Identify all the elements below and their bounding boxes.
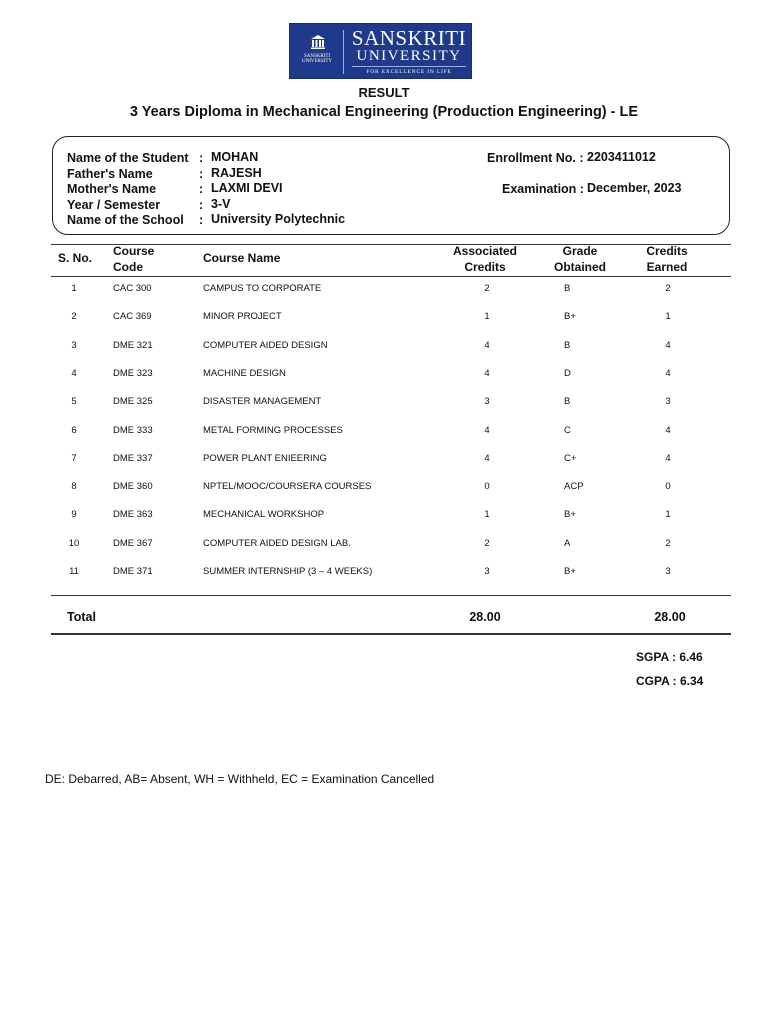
row-course-code: DME 360 (113, 481, 153, 493)
father-name-value: RAJESH (211, 165, 262, 180)
school-name-value: University Polytechnic (211, 212, 346, 226)
row-sno: 2 (71, 311, 77, 323)
row-sno: 1 (71, 283, 77, 294)
row-course-name: MECHANICAL WORKSHOP (203, 509, 325, 521)
row-credits-earned: 3 (665, 396, 671, 408)
mother-name-value: LAXMI DEVI (211, 181, 283, 195)
row-associated-credits: 2 (484, 283, 490, 294)
row-course-code: CAC 369 (113, 311, 152, 323)
row-credits-earned: 4 (665, 452, 671, 464)
row-course-name: METAL FORMING PROCESSES (203, 424, 343, 436)
enrollment-label: Enrollment No. : (487, 151, 584, 165)
row-course-name: MINOR PROJECT (203, 311, 282, 323)
row-grade: B+ (564, 311, 576, 323)
year-semester-label: Year / Semester (67, 197, 161, 212)
student-name-value: MOHAN (211, 150, 259, 164)
header-associated-line2: Credits (464, 259, 506, 274)
row-grade: C (564, 424, 571, 436)
row-sno: 4 (71, 367, 77, 379)
row-course-name: COMPUTER AIDED DESIGN (203, 339, 328, 351)
row-grade: C+ (564, 452, 577, 464)
header-grade-line1: Grade (562, 244, 598, 258)
row-associated-credits: 1 (484, 509, 490, 521)
row-credits-earned: 3 (665, 566, 671, 577)
row-grade: D (564, 367, 571, 379)
row-course-name: CAMPUS TO CORPORATE (203, 283, 322, 294)
result-heading: RESULT (358, 85, 410, 100)
total-top-rule (51, 595, 731, 596)
row-grade: A (564, 537, 571, 549)
row-associated-credits: 3 (484, 566, 490, 577)
row-sno: 5 (71, 396, 77, 408)
row-grade: B+ (564, 509, 576, 521)
row-grade: B (564, 283, 571, 294)
emblem-text: SANSKRITI UNIVERSITY (302, 54, 332, 64)
row-grade: B (564, 339, 571, 351)
father-name-label: Father's Name (67, 166, 153, 181)
row-course-name: DISASTER MANAGEMENT (203, 396, 322, 408)
row-course-code: DME 337 (113, 452, 153, 464)
separator: : (199, 151, 204, 165)
year-semester-value: 3-V (211, 196, 231, 211)
row-course-code: DME 325 (113, 396, 153, 408)
university-logo (289, 23, 472, 79)
row-credits-earned: 4 (665, 339, 671, 351)
university-emblem (294, 30, 344, 74)
header-grade-line2: Obtained (553, 259, 606, 274)
separator: : (199, 182, 204, 196)
row-associated-credits: 4 (484, 452, 490, 464)
header-course-code-line1: Course (113, 244, 155, 258)
row-credits-earned: 1 (665, 311, 671, 323)
logo-name-line2: UNIVERSITY (356, 48, 462, 64)
row-associated-credits: 4 (484, 339, 490, 351)
student-name-label: Name of the Student (67, 151, 189, 165)
row-associated-credits: 3 (484, 396, 490, 408)
cgpa: CGPA : 6.34 (636, 674, 704, 688)
row-sno: 6 (71, 424, 77, 436)
row-course-name: POWER PLANT ENIEERING (203, 452, 327, 464)
header-earned-line1: Credits (646, 244, 688, 258)
row-grade: B (564, 396, 571, 408)
table-header-rule (51, 276, 731, 277)
row-course-code: DME 371 (113, 566, 153, 577)
row-associated-credits: 0 (484, 481, 490, 493)
row-sno: 8 (71, 481, 77, 493)
sgpa: SGPA : 6.46 (636, 650, 703, 664)
row-associated-credits: 1 (484, 311, 490, 323)
program-title: 3 Years Diploma in Mechanical Engineering (Production Engineering) - LE (129, 104, 639, 120)
header-course-name: Course Name (203, 251, 281, 265)
enrollment-value: 2203411012 (587, 150, 656, 164)
row-course-code: DME 333 (113, 424, 153, 436)
row-credits-earned: 2 (665, 283, 671, 294)
header-course-code-line2: Code (113, 259, 143, 274)
separator: : (199, 197, 204, 212)
row-associated-credits: 4 (484, 424, 490, 436)
row-grade: ACP (564, 481, 584, 493)
row-sno: 10 (68, 537, 80, 549)
examination-label: Examination : (502, 182, 584, 196)
school-name-label: Name of the School (67, 213, 184, 227)
building-icon (310, 34, 326, 50)
header-earned-line2: Earned (646, 259, 688, 274)
row-associated-credits: 2 (484, 537, 490, 549)
logo-name-line1: SANSKRITI (351, 26, 467, 50)
row-course-code: DME 367 (113, 537, 153, 549)
row-course-code: CAC 300 (113, 283, 152, 294)
total-label: Total (67, 610, 96, 624)
header-sno: S. No. (58, 251, 93, 265)
mother-name-label: Mother's Name (67, 182, 157, 196)
examination-value: December, 2023 (587, 181, 682, 195)
logo-motto: FOR EXCELLENCE IN LIFE (366, 69, 452, 75)
row-course-name: MACHINE DESIGN (203, 367, 286, 379)
row-credits-earned: 2 (665, 537, 671, 549)
row-course-code: DME 363 (113, 509, 153, 521)
row-grade: B+ (564, 566, 576, 577)
row-course-code: DME 321 (113, 339, 153, 351)
row-credits-earned: 4 (665, 424, 671, 436)
row-credits-earned: 0 (665, 481, 671, 493)
separator: : (199, 166, 204, 181)
separator: : (199, 213, 204, 227)
row-sno: 7 (71, 452, 77, 464)
logo-divider (352, 66, 466, 67)
row-sno: 3 (71, 339, 77, 351)
row-course-name: NPTEL/MOOC/COURSERA COURSES (203, 481, 372, 493)
row-associated-credits: 4 (484, 367, 490, 379)
total-credits-earned: 28.00 (654, 610, 686, 624)
row-course-code: DME 323 (113, 367, 153, 379)
total-bottom-rule (51, 633, 731, 635)
total-associated-credits: 28.00 (469, 610, 501, 624)
grade-legend: DE: Debarred, AB= Absent, WH = Withheld, EC = Examination Cancelled (45, 772, 435, 786)
row-credits-earned: 4 (665, 367, 671, 379)
row-credits-earned: 1 (665, 509, 671, 521)
row-sno: 9 (71, 509, 77, 521)
row-course-name: COMPUTER AIDED DESIGN LAB. (203, 537, 351, 549)
row-sno: 11 (69, 566, 79, 577)
row-course-name: SUMMER INTERNSHIP (3 – 4 WEEKS) (203, 566, 373, 577)
header-associated-line1: Associated (452, 244, 518, 258)
